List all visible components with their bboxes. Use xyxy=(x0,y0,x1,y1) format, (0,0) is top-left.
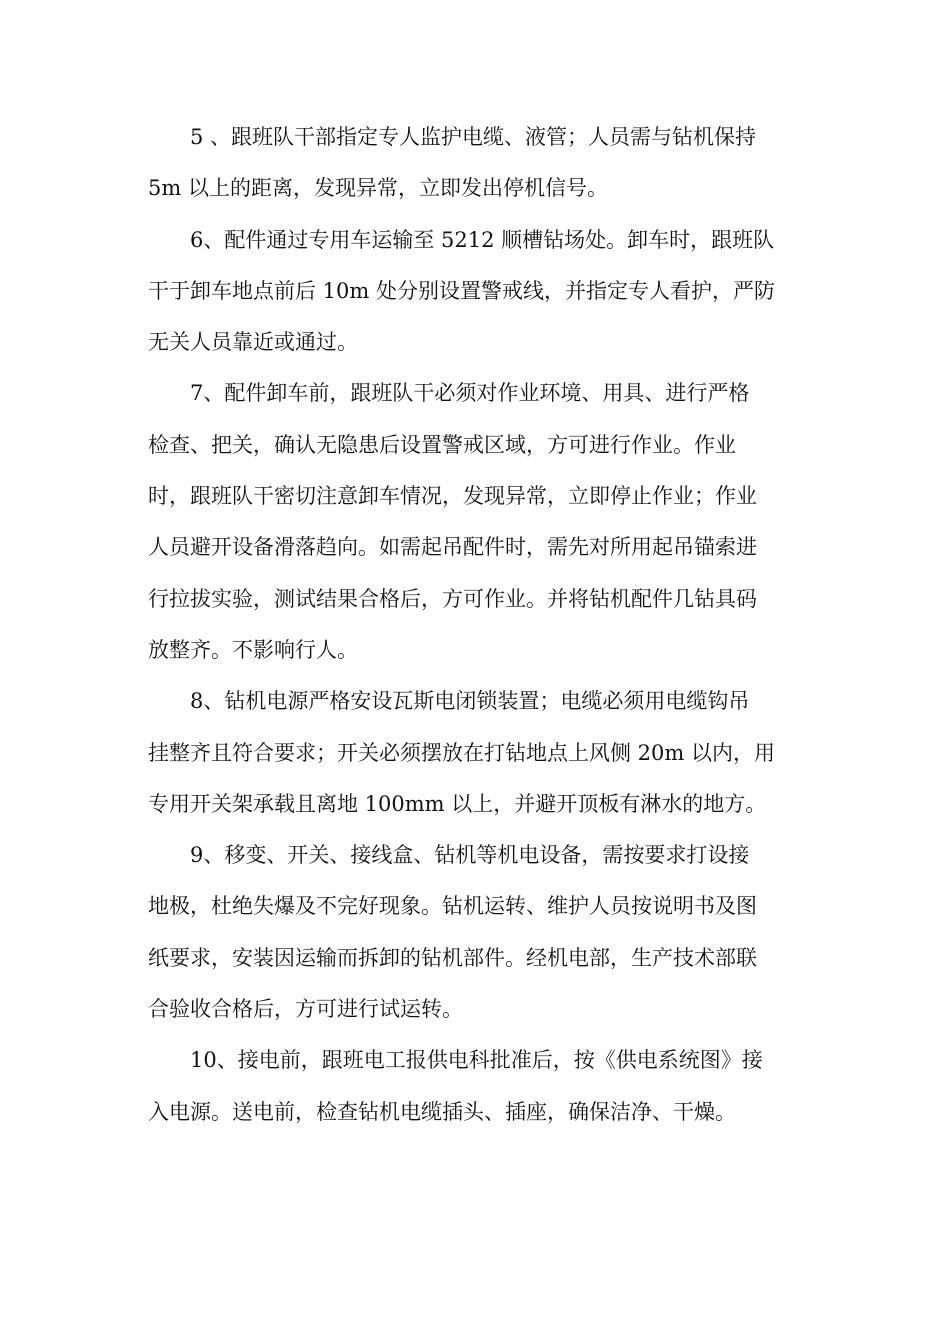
paragraph-6 xyxy=(148,215,803,369)
text-line: 7、配件卸车前，跟班队干必须对作业环境、用具、进行严格 xyxy=(190,381,750,406)
text-line: 检查、把关，确认无隐患后设置警戒区域，方可进行作业。作业 xyxy=(148,432,736,457)
text-line: 行拉拔实验，测试结果合格后，方可作业。并将钻机配件几钻具码 xyxy=(148,586,757,611)
paragraph-10 xyxy=(148,1035,803,1138)
text-line: 地极，杜绝失爆及不完好现象。钻机运转、维护人员按说明书及图 xyxy=(148,894,757,919)
text-line: 8、钻机电源严格安设瓦斯电闭锁装置；电缆必须用电缆钩吊 xyxy=(190,689,750,714)
text-line: 9、移变、开关、接线盒、钻机等机电设备，需按要求打设接 xyxy=(190,843,750,868)
text-line: 5m 以上的距离，发现异常，立即发出停机信号。 xyxy=(148,176,608,201)
text-line: 10、接电前，跟班电工报供电科批准后，按《供电系统图》接 xyxy=(190,1048,763,1073)
text-line: 合验收合格后，方可进行试运转。 xyxy=(148,997,463,1022)
paragraph-8 xyxy=(148,676,803,830)
text-line: 挂整齐且符合要求；开关必须摆放在打钻地点上风侧 20m 以内，用 xyxy=(148,740,775,765)
text-line: 6、配件通过专用车运输至 5212 顺槽钻场处。卸车时，跟班队 xyxy=(190,227,775,252)
text-line: 无关人员靠近或通过。 xyxy=(148,330,358,355)
text-line: 人员避开设备滑落趋向。如需起吊配件时，需先对所用起吊锚索进 xyxy=(148,535,757,560)
document-body xyxy=(148,112,803,1138)
text-line: 入电源。送电前，检查钻机电缆插头、插座，确保洁净、干燥。 xyxy=(148,1099,736,1124)
paragraph-9 xyxy=(148,830,803,1035)
text-line: 纸要求，安装因运输而拆卸的钻机部件。经机电部，生产技术部联 xyxy=(148,945,757,970)
paragraph-5 xyxy=(148,112,803,215)
text-line: 干于卸车地点前后 10m 处分别设置警戒线，并指定专人看护，严防 xyxy=(148,278,775,303)
text-line: 时，跟班队干密切注意卸车情况，发现异常，立即停止作业；作业 xyxy=(148,484,757,509)
text-line: 专用开关架承载且离地 100mm 以上，并避开顶板有淋水的地方。 xyxy=(148,791,767,816)
text-line: 放整齐。不影响行人。 xyxy=(148,637,358,662)
paragraph-7 xyxy=(148,368,803,676)
text-line: 5 、跟班队干部指定专人监护电缆、液管；人员需与钻机保持 xyxy=(190,125,757,149)
